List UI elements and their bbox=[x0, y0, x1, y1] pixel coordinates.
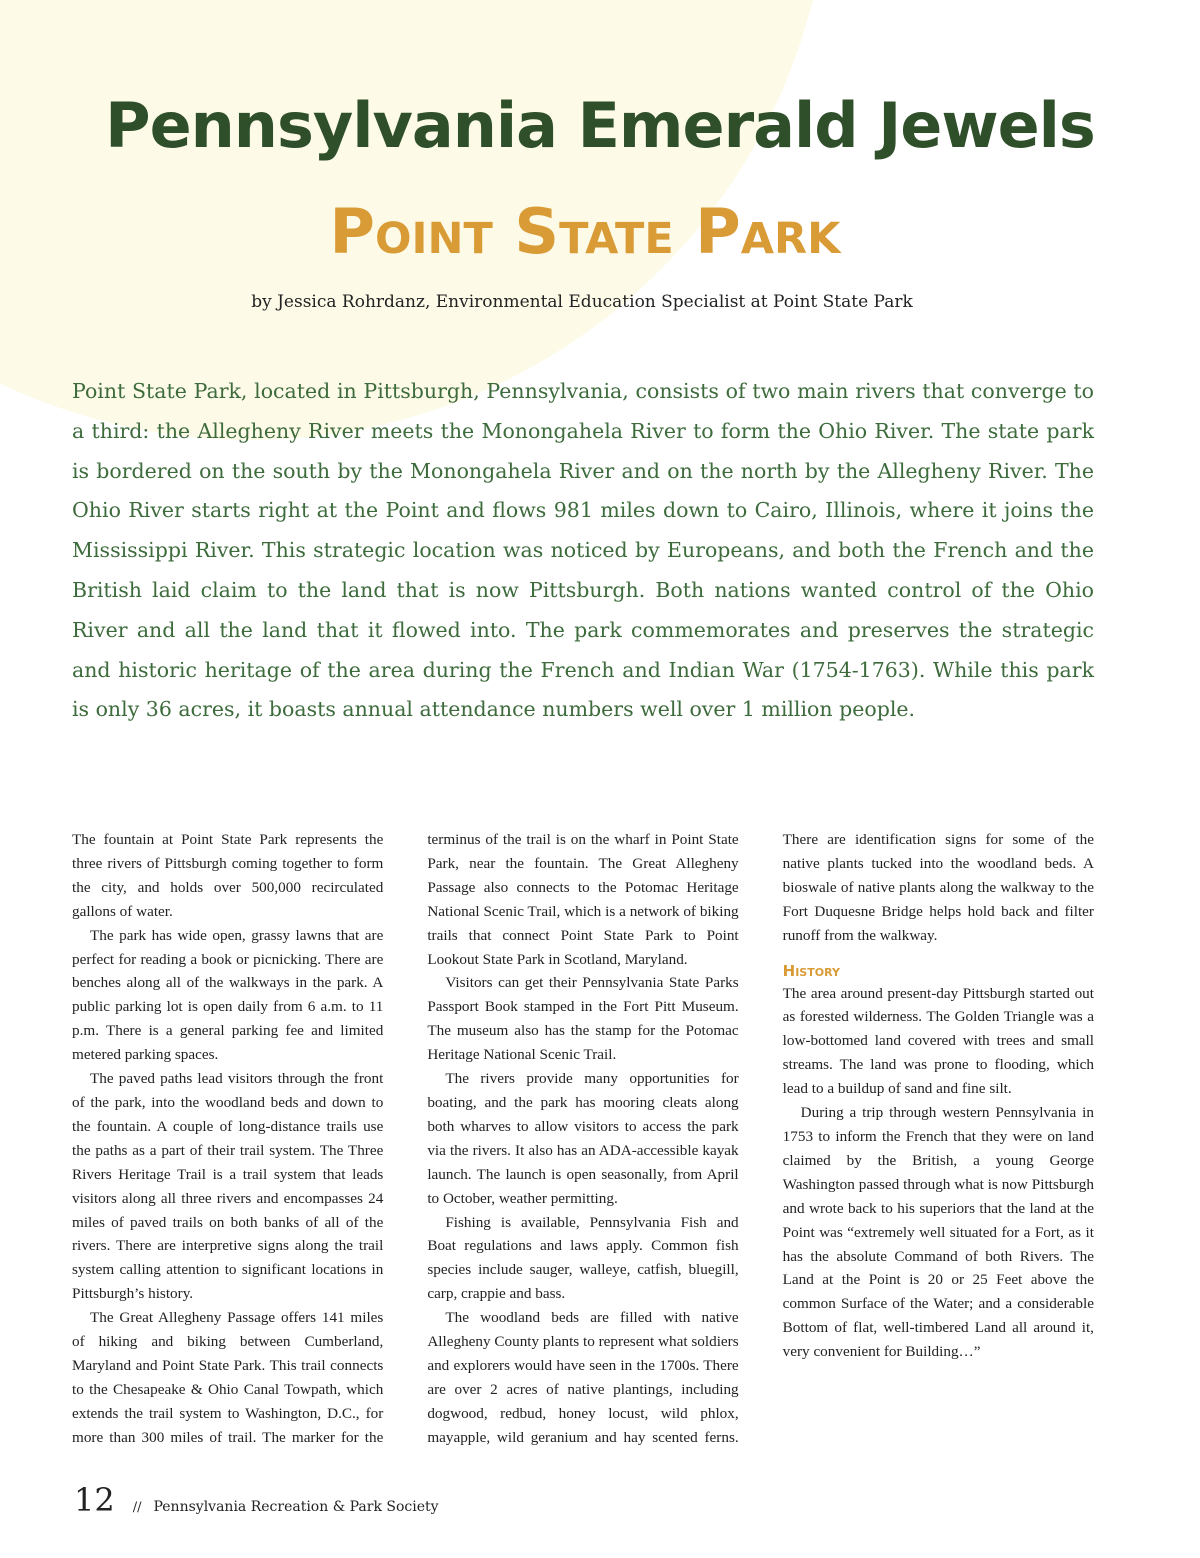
body-paragraph: Fishing is available, Pennsylvania Fish and Boat regulations and laws apply. Common fish species include sauger, walleye, catfish, bluegill, carp, crappie and bass. bbox=[427, 1213, 739, 1303]
page-subtitle: Point State Park bbox=[329, 195, 841, 268]
body-paragraph: The paved paths lead visitors through the front of the park, into the woodland beds and down to the fountain. A couple of long-distance trails use the paths as a part of their trail system. The Three Rivers Heritage Trail is a trail system that leads visitors along all three rivers and encompasses 24 miles of paved trails on both banks of all of the rivers. There are interpretive signs along the trail system calling attention to significant locations in Pittsburgh’s history. bbox=[72, 1070, 384, 1303]
publication-name: Pennsylvania Recreation & Park Society bbox=[153, 1499, 439, 1515]
body-paragraph: The Great Allegheny Passage offers 141 miles of hiking and biking between Cumberland, Maryland and Point State Park. This trail connects to the Chesapeake & Ohio Canal Towpath, which extends the trail system to Washington, D.C., for more than 300 miles of trail. The marker for the terminus of the trail is on the wharf in Point State Park, near the fountain. The Great Allegheny Passage also connects to the Potomac Heritage National Scenic Trail, which is a network of biking trails that connect Point State Park to Point Lookout State Park in Scotland, Maryland. bbox=[72, 831, 739, 1446]
page-number: 12 bbox=[74, 1481, 115, 1519]
body-paragraph: The woodland beds are filled with native Allegheny County plants to represent what soldiers and explorers would have seen in the 1700s. There are over 2 acres of native plantings, including dogwood, redbud, honey locust, wild phlox, mayapple, wild geranium and hay scented ferns. There are identification signs for some of the native plants tucked into the woodland beds. A bioswale of native plants along the walkway to the Fort Duquesne Bridge helps hold back and filter runoff from the walkway. bbox=[427, 831, 1094, 1446]
page-footer bbox=[74, 1480, 774, 1520]
article-body bbox=[72, 828, 1094, 1458]
page-title: Pennsylvania Emerald Jewels bbox=[105, 89, 1095, 162]
body-paragraph: The fountain at Point State Park represents the three rivers of Pittsburgh coming together to form the city, and holds over 500,000 recirculated gallons of water. bbox=[72, 831, 384, 920]
section-heading-history: History bbox=[782, 961, 840, 980]
body-paragraph: The rivers provide many opportunities for boating, and the park has mooring cleats along both wharves to allow visitors to access the park via the rivers. It also has an ADA-accessible kayak launch. The launch is open seasonally, from April to October, weather permitting. bbox=[427, 1070, 739, 1207]
footer-separator: // bbox=[132, 1500, 142, 1515]
lead-paragraph: Point State Park, located in Pittsburgh, Pennsylvania, consists of two main rivers that converge to a third: the Allegheny River meets the Monongahela River to form the Ohio River. The state park is bordered on the south by the Monongahela River and on the north by the Allegheny River. The Ohio River starts right at the Point and flows 981 miles down to Cairo, Illinois, where it joins the Mississippi River. This strategic location was noticed by Europeans, and both the French and the British laid claim to the land that is now Pittsburgh. Both nations wanted control of the Ohio River and all the land that it flowed into. The park commemorates and preserves the strategic and historic heritage of the area during the French and Indian War (1754-1763). While this park is only 36 acres, it boasts annual attendance numbers well over 1 million people. bbox=[72, 379, 1094, 722]
body-paragraph: The area around present-day Pittsburgh started out as forested wilderness. The Golden Triangle was a low-bottomed land covered with trees and small streams. The land was prone to flooding, which lead to a buildup of sand and fine silt. bbox=[782, 984, 1094, 1098]
body-paragraph: Visitors can get their Pennsylvania State Parks Passport Book stamped in the Fort Pitt Museum. The museum also has the stamp for the Potomac Heritage National Scenic Trail. bbox=[427, 974, 739, 1064]
body-paragraph: During a trip through western Pennsylvania in 1753 to inform the French that they were on land claimed by the British, a young George Washington passed through what is now Pittsburgh and wrote back to his superiors that the land at the Point was “extremely well situated for a Fort, as it has the absolute Command of both Rivers. The Land at the Point is 20 or 25 Feet above the common Surface of the Water; and a considerable Bottom of flat, well-timbered Land all around it, very convenient for Building…” bbox=[782, 1104, 1094, 1361]
body-paragraph: The park has wide open, grassy lawns that are perfect for reading a book or picnicking. There are benches along all of the walkways in the park. A public parking lot is open daily from 6 a.m. to 11 p.m. There is a general parking fee and limited metered parking spaces. bbox=[72, 926, 384, 1064]
byline: by Jessica Rohrdanz, Environmental Education Specialist at Point State Park bbox=[251, 292, 913, 312]
